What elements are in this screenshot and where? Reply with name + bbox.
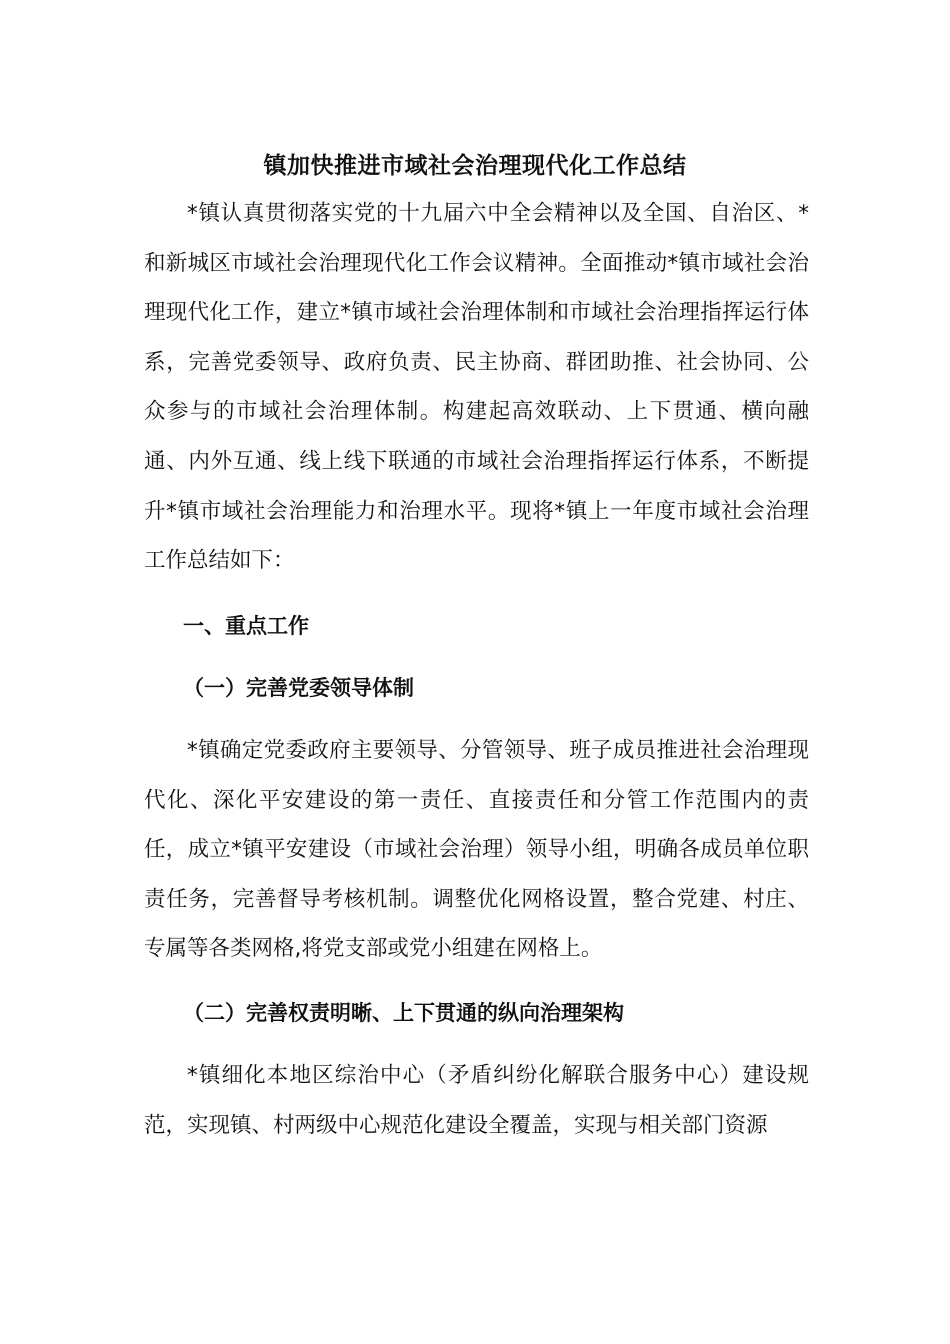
subsection-heading-vertical-governance: （二）完善权责明晰、上下贯通的纵向治理架构 <box>183 1001 624 1025</box>
subsection-paragraph-vertical-governance: *镇细化本地区综治中心（矛盾纠纷化解联合服务中心）建设规范，实现镇、村两级中心规范化建设全覆盖，实现与相关部门资源 <box>144 1063 809 1138</box>
intro-paragraph: *镇认真贯彻落实党的十九届六中全会精神以及全国、自治区、*和新城区市域社会治理现代化工作会议精神。全面推动*镇市域社会治理现代化工作，建立*镇市域社会治理体制和市域社会治理指挥运行体系，完善党委领导、政府负责、民主协商、群团助推、社会协同、公众参与的市域社会治理体制。构建起高效联动、上下贯通、横向融通、内外互通、线上线下联通的市域社会治理指挥运行体系，不断提升*镇市域社会治理能力和治理水平。现将*镇上一年度市域社会治理工作总结如下： <box>144 201 809 574</box>
subsection-heading-party-leadership: （一）完善党委领导体制 <box>183 676 414 700</box>
section-heading-key-work: 一、重点工作 <box>183 614 309 638</box>
subsection-paragraph-party-leadership: *镇确定党委政府主要领导、分管领导、班子成员推进社会治理现代化、深化平安建设的第一责任、直接责任和分管工作范围内的责任，成立*镇平安建设（市域社会治理）领导小组，明确各成员单位职责任务，完善督导考核机制。调整优化网格设置，整合党建、村庄、专属等各类网格,将党支部或党小组建在网格上。 <box>144 738 809 962</box>
document-title: 镇加快推进市域社会治理现代化工作总结 <box>263 153 687 180</box>
